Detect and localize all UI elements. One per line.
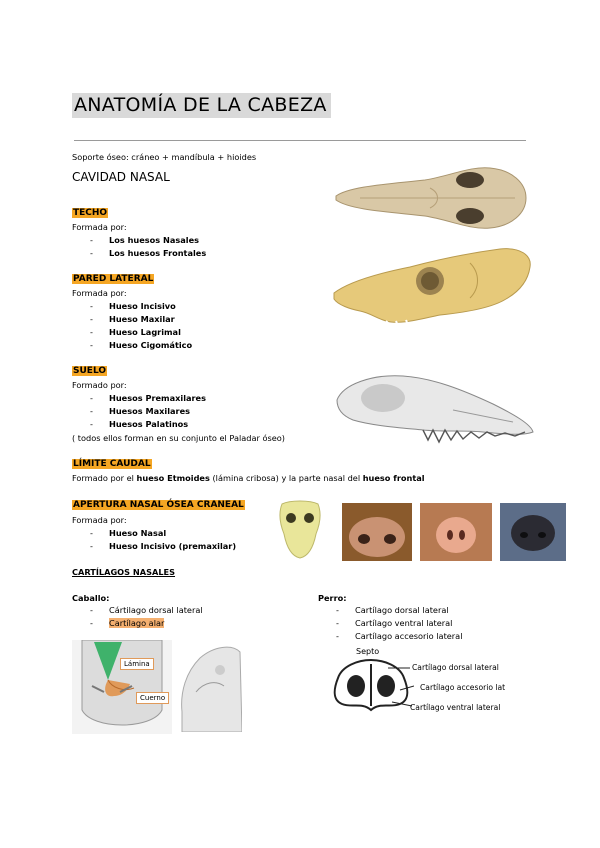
list-item: - Cártilago dorsal lateral (90, 605, 203, 615)
list-item: - Los huesos Nasales (90, 235, 200, 245)
pared-list (72, 300, 192, 352)
caballo-list (72, 604, 203, 630)
list-item: - Cartílago alar (90, 618, 165, 628)
skull-dorsal-image (330, 158, 530, 238)
perro-label: Perro: (318, 593, 347, 603)
dog-cartilage-diagram (328, 656, 414, 718)
page-title: ANATOMÍA DE LA CABEZA (72, 93, 331, 118)
list-item: - Hueso Nasal (90, 528, 167, 538)
title-divider (74, 140, 526, 141)
label-accesorio: Cartílago accesorio lat (420, 683, 506, 692)
techo-list (72, 234, 206, 260)
list-item: - Los huesos Frontales (90, 248, 207, 258)
list-item: - Hueso Maxilar (90, 314, 175, 324)
list-item: - Cartílago ventral lateral (336, 618, 453, 628)
list-item: - Hueso Incisivo (90, 301, 176, 311)
suelo-note: ( todos ellos forman en su conjunto el Paladar óseo) (72, 433, 286, 443)
list-item: - Hueso Lagrimal (90, 327, 181, 337)
perro-list (318, 604, 462, 643)
list-item: - Hueso Incisivo (premaxilar) (90, 541, 237, 551)
list-item: - Huesos Maxilares (90, 406, 191, 416)
heading-techo: TECHO (73, 208, 108, 218)
list-item: - Huesos Premaxilares (90, 393, 206, 403)
support-text: Soporte óseo: cráneo + mandíbula + hioides (72, 152, 257, 162)
heading-cartilagos: CARTÍLAGOS NASALES (72, 567, 176, 577)
horse-head-photo (176, 642, 242, 732)
skull-lateral-image (330, 243, 535, 328)
list-item: - Huesos Palatinos (90, 419, 189, 429)
apertura-intro: Formada por: (72, 515, 127, 525)
techo-intro: Formada por: (72, 222, 127, 232)
heading-apertura: APERTURA NASAL ÓSEA CRANEAL (73, 500, 244, 510)
label-dorsal-lateral: Cartílago dorsal lateral (412, 663, 499, 672)
apertura-list (72, 527, 236, 553)
list-item: - Cartílago accesorio lateral (336, 631, 463, 641)
pared-intro: Formada por: (72, 288, 127, 298)
limite-text: Formado por el hueso Etmoides (lámina cribosa) y la parte nasal del hueso frontal (72, 473, 425, 483)
suelo-intro: Formado por: (72, 380, 127, 390)
heading-limite-caudal: LÍMITE CAUDAL (73, 459, 151, 469)
label-septo: Septo (356, 647, 380, 656)
label-cuerno: Cuerno (136, 692, 169, 704)
suelo-list (72, 392, 206, 431)
dog-nose-photo (500, 503, 566, 561)
section-heading-cavidad-nasal: CAVIDAD NASAL (72, 170, 170, 184)
caballo-label: Caballo: (72, 593, 110, 603)
skull-front-image (276, 498, 324, 560)
dog-skull-image (333, 370, 538, 450)
heading-pared-lateral: PARED LATERAL (73, 274, 154, 284)
list-item: - Hueso Cigomático (90, 340, 193, 350)
list-item: - Cartílago dorsal lateral (336, 605, 449, 615)
heading-suelo: SUELO (73, 366, 107, 376)
label-ventral-lateral: Cartílago ventral lateral (410, 703, 501, 712)
cow-nose-photo (342, 503, 412, 561)
horse-cartilage-diagram (72, 640, 172, 734)
label-lamina: Lámina (120, 658, 154, 670)
pig-nose-photo (420, 503, 492, 561)
